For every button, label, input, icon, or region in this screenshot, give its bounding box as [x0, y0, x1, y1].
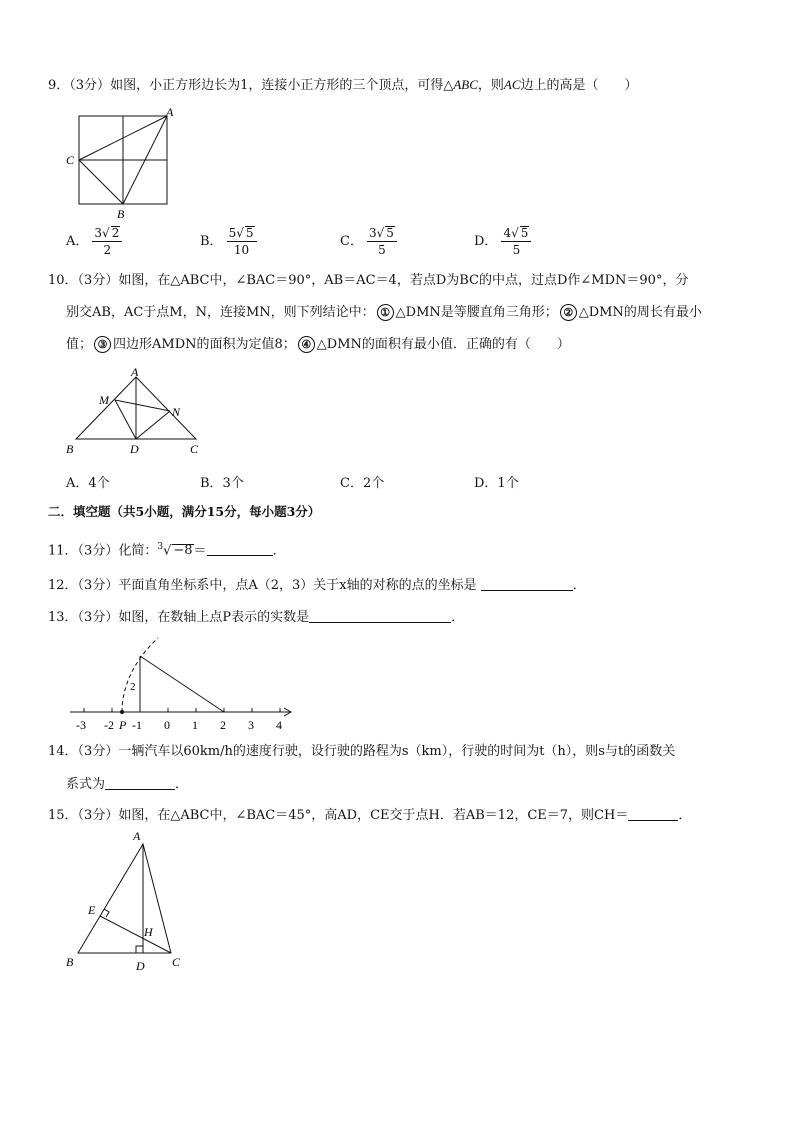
- q13-tick-3: 3: [248, 718, 254, 732]
- q9-c-rad: 5: [386, 226, 394, 240]
- q9-option-b[interactable]: [200, 226, 257, 257]
- q9-option-b-letter: B．: [200, 234, 223, 249]
- q15-number: 15．: [48, 808, 78, 823]
- q13-score: （3分）: [77, 610, 119, 625]
- q13-tick-neg3: -3: [76, 718, 86, 732]
- q12-answer-blank[interactable]: [481, 576, 573, 591]
- q9-side: AC: [503, 77, 521, 92]
- q13-text: [48, 608, 464, 627]
- q9-option-c-letter: C．: [340, 234, 363, 249]
- q11-answer-blank[interactable]: [207, 541, 273, 556]
- q10-circle-3: ③: [94, 336, 111, 353]
- q14-number: 14．: [48, 744, 78, 759]
- q9-b-den: 10: [233, 243, 250, 257]
- q11-label: 化简：: [118, 543, 158, 559]
- q10-circle-4: ④: [298, 336, 315, 353]
- q10-circle-1: ①: [377, 304, 394, 321]
- q10-claim-1: △DMN是等腰直角三角形；: [395, 305, 558, 320]
- q9-a-coef: 3: [94, 226, 103, 240]
- q13-point-label: P: [119, 718, 127, 732]
- q9-a-den: 2: [103, 243, 112, 257]
- q10-label-b: B: [66, 442, 74, 456]
- q9-option-d[interactable]: [474, 226, 531, 257]
- q13-figure: [60, 634, 300, 734]
- q13-tick-neg2: -2: [104, 718, 114, 732]
- q9-text-a: 如图，小正方形边长为1，连接小正方形的三个顶点，可得△: [110, 78, 454, 93]
- q12-label: 平面直角坐标系中，点A（2，3）关于x轴的对称的点的坐标是: [118, 578, 477, 593]
- q15-label-b: B: [66, 955, 74, 969]
- q13-label: 如图，在数轴上点P表示的实数是: [118, 610, 310, 625]
- q10-label-d: D: [130, 442, 139, 456]
- q9-a-rad: 2: [111, 226, 120, 240]
- q13-number: 13．: [48, 610, 78, 625]
- q12-number: 12．: [48, 578, 78, 593]
- q9-b-coef: 5: [228, 226, 237, 240]
- q9-d-rad: 5: [520, 226, 529, 240]
- q10-figure: [60, 364, 210, 460]
- q11-score: （3分）: [77, 543, 119, 559]
- q9-text-c: 边上的高是（ ）: [520, 78, 638, 93]
- q13-point-p: [120, 710, 124, 714]
- q15-label-h: H: [144, 925, 153, 939]
- q15-figure: [60, 826, 200, 976]
- q9-option-d-letter: D．: [474, 234, 498, 249]
- q11-number: 11．: [48, 543, 78, 559]
- q9-text-b: ，则: [477, 78, 504, 93]
- q9-text: [48, 76, 638, 95]
- q10-line3-text: 值；: [66, 337, 93, 352]
- q10-claim-4: △DMN的面积有最小值．正确的有（ ）: [316, 337, 570, 352]
- q10-claim-2: △DMN的周长有最小: [578, 305, 702, 320]
- q12-score: （3分）: [77, 578, 119, 593]
- q13-height-label: 2: [130, 681, 136, 693]
- q9-option-a-frac: $\frac{3√ 2}{2}$: [92, 226, 122, 257]
- q9-c-den: 5: [378, 243, 386, 257]
- q13-tick-4: 4: [276, 718, 282, 732]
- q9-score: （3分）: [69, 78, 111, 93]
- q9-tri: ABC: [453, 77, 478, 92]
- q13-tick-neg1: -1: [132, 718, 142, 732]
- q9-b-rad: 5: [245, 226, 254, 240]
- q15-text: [48, 806, 691, 825]
- q10-score: （3分）: [77, 273, 119, 288]
- q9-number: 9．: [48, 78, 70, 93]
- q9-option-d-frac: $\frac{4√ 5}{5}$: [501, 226, 531, 257]
- q10-option-b[interactable]: B．3个: [200, 476, 244, 491]
- q14-answer-blank[interactable]: [105, 775, 175, 790]
- q12-text: [48, 576, 586, 595]
- q10-option-a[interactable]: A．4个: [66, 476, 110, 491]
- q10-circle-2: ②: [560, 304, 577, 321]
- q9-c-coef: 3: [368, 226, 377, 240]
- q15-label: 如图，在△ABC中，∠BAC＝45°，高AD，CE交于点H．若AB＝12，CE＝7，则CH＝: [118, 808, 629, 823]
- q12-end: ．: [572, 578, 586, 593]
- q9-option-a-letter: A．: [66, 234, 89, 249]
- q15-label-c: C: [172, 955, 181, 969]
- q14-score: （3分）: [77, 744, 119, 759]
- q10-line2: [66, 304, 702, 322]
- q14-line1: [48, 743, 675, 761]
- q10-line1: [48, 272, 688, 290]
- q9-label-c: C: [66, 153, 75, 167]
- q9-d-coef: 4: [503, 226, 512, 240]
- q10-option-c[interactable]: C．2个: [340, 476, 385, 491]
- q15-score: （3分）: [77, 808, 119, 823]
- q10-label-m: M: [99, 393, 109, 407]
- q14-line1-text: 一辆汽车以60km/h的速度行驶，设行驶的路程为s（km），行驶的时间为t（h），则s与t的函数关: [118, 744, 676, 759]
- q10-line3: [66, 336, 570, 354]
- q14-line2: [66, 775, 188, 794]
- q11-root-index: 3: [157, 542, 164, 552]
- q10-label-a: A: [131, 365, 139, 379]
- q9-d-den: 5: [512, 243, 521, 257]
- q15-answer-blank[interactable]: [628, 806, 678, 821]
- q11-equals: ＝: [193, 543, 207, 559]
- q11-radicand: −8: [173, 543, 193, 559]
- q13-tick-1: 1: [192, 718, 198, 732]
- q10-claim-3: 四边形AMDN的面积为定值8；: [113, 337, 296, 352]
- section-2-heading: 二．填空题（共5小题，满分15分，每小题3分）: [48, 504, 321, 519]
- q13-tick-2: 2: [220, 718, 226, 732]
- q10-number: 10．: [48, 273, 78, 288]
- q13-answer-blank[interactable]: [309, 608, 451, 623]
- q15-label-e: E: [88, 903, 96, 917]
- q9-figure: [60, 104, 190, 222]
- q14-end: ．: [175, 777, 189, 792]
- q9-label-b: B: [117, 207, 125, 221]
- q15-label-a: A: [133, 829, 141, 843]
- q10-label-c: C: [190, 442, 199, 456]
- q9-option-c[interactable]: [340, 226, 397, 257]
- q15-end: ．: [678, 808, 692, 823]
- q11-text: 11．（3分）化简：$^3$√ −8＝ ．: [48, 542, 286, 559]
- q10-line2-text: 别交AB，AC于点M，N，连接MN，则下列结论中：: [66, 305, 375, 320]
- q13-tick-0: 0: [164, 718, 170, 732]
- q9-option-a[interactable]: [66, 226, 122, 257]
- q15-label-d: D: [136, 959, 145, 973]
- q10-line1-text: 如图，在△ABC中，∠BAC＝90°，AB＝AC＝4，若点D为BC的中点，过点D作∠MDN＝90°，分: [118, 273, 689, 288]
- q10-option-d[interactable]: D．1个: [474, 476, 519, 491]
- q9-option-c-frac: $\frac{3√ 5}{5}$: [367, 226, 397, 257]
- q9-option-b-frac: $\frac{5√ 5}{10}$: [227, 226, 257, 257]
- q13-end: ．: [451, 610, 465, 625]
- q10-label-n: N: [172, 405, 181, 419]
- q9-label-a: A: [166, 105, 174, 119]
- q14-line2-text: 系式为: [66, 777, 106, 792]
